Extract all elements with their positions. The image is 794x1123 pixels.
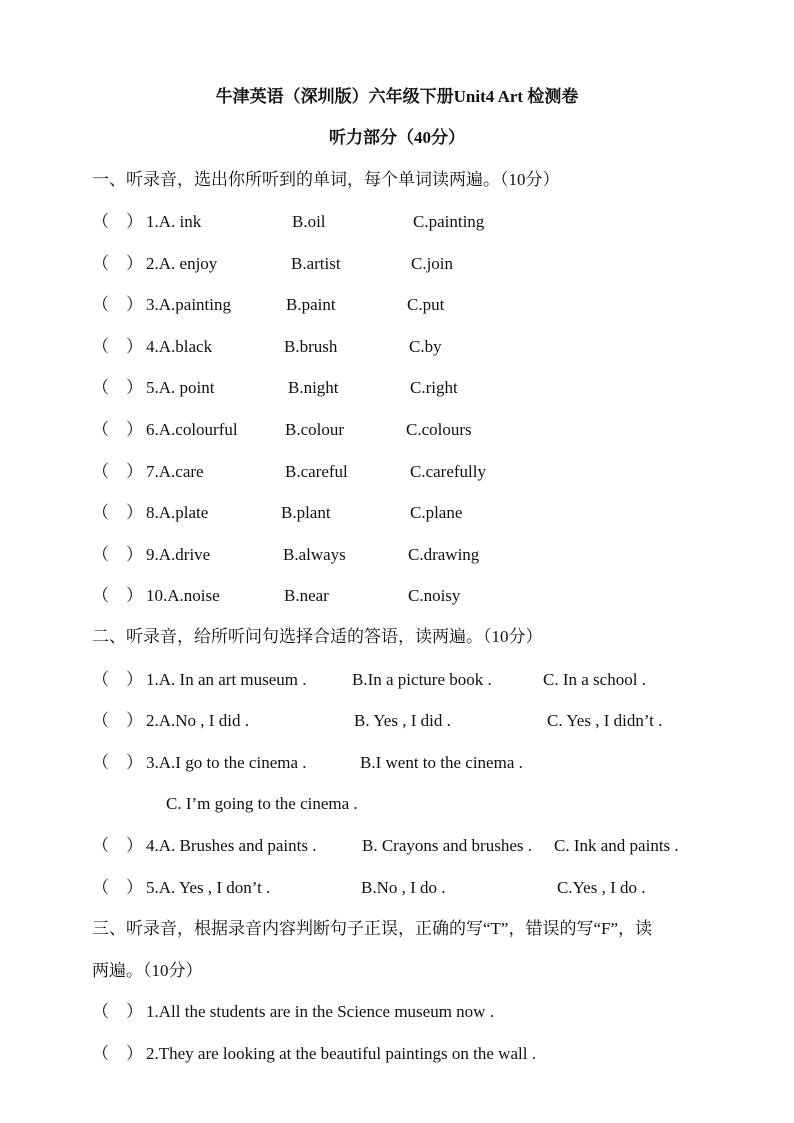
option-b: B.brush — [284, 337, 338, 356]
option-a: 5.A. Yes , I don’t . — [146, 878, 271, 897]
answer-blank[interactable]: （ ） — [92, 753, 143, 772]
option-c: C.noisy — [408, 586, 461, 605]
option-a: 9.A.drive — [146, 545, 211, 564]
question-row — [0, 461, 794, 483]
option-a: 3.A.painting — [146, 295, 231, 314]
option-b: B.oil — [292, 212, 326, 231]
option-b: B.plant — [281, 503, 331, 522]
option-b: B.In a picture book . — [352, 670, 492, 689]
option-c: C.put — [407, 295, 445, 314]
option-c: C.plane — [410, 503, 463, 522]
answer-blank[interactable]: （ ） — [92, 711, 143, 730]
statement-row — [0, 1001, 794, 1023]
option-c: C.Yes , I do . — [557, 878, 646, 897]
option-c: C.right — [410, 378, 458, 397]
answer-blank[interactable]: （ ） — [92, 212, 143, 231]
question-row — [0, 419, 794, 441]
question-row — [0, 211, 794, 233]
question-row — [0, 877, 794, 899]
answer-blank[interactable]: （ ） — [92, 1044, 143, 1063]
answer-blank[interactable]: （ ） — [92, 254, 143, 273]
question-row — [0, 336, 794, 358]
section3-heading-line1: 三、听录音，根据录音内容判断句子正误，正确的写“T”，错误的写“F”，读 — [92, 919, 653, 938]
question-row — [0, 294, 794, 316]
option-c: C.painting — [413, 212, 485, 231]
page-subtitle: 听力部分（40分） — [329, 128, 465, 147]
section2-heading: 二、听录音，给所听问句选择合适的答语，读两遍。（10分） — [92, 627, 543, 646]
option-c: C.colours — [406, 420, 472, 439]
answer-blank[interactable]: （ ） — [92, 836, 143, 855]
option-a: 1.A. ink — [146, 212, 202, 231]
option-b: B.colour — [285, 420, 345, 439]
option-b: B. Yes , I did . — [354, 711, 451, 730]
statement-text: 2.They are looking at the beautiful paintings on the wall . — [146, 1044, 536, 1063]
option-c: C. In a school . — [543, 670, 646, 689]
option-c: C. Ink and paints . — [554, 836, 679, 855]
option-a: 8.A.plate — [146, 503, 209, 522]
question-row — [0, 752, 794, 813]
answer-blank[interactable]: （ ） — [92, 586, 143, 605]
answer-blank[interactable]: （ ） — [92, 503, 143, 522]
option-c: C.join — [411, 254, 454, 273]
option-c: C.by — [409, 337, 442, 356]
option-b: B.paint — [286, 295, 336, 314]
option-a: 4.A.black — [146, 337, 213, 356]
answer-blank[interactable]: （ ） — [92, 420, 143, 439]
question-row — [0, 710, 794, 732]
option-a: 1.A. In an art museum . — [146, 670, 307, 689]
option-a: 5.A. point — [146, 378, 215, 397]
page-title: 牛津英语（深圳版）六年级下册Unit4 Art 检测卷 — [215, 87, 579, 106]
option-b: B.artist — [291, 254, 341, 273]
section1-heading: 一、听录音，选出你所听到的单词，每个单词读两遍。（10分） — [92, 170, 560, 189]
statement-text: 1.All the students are in the Science museum now . — [146, 1002, 494, 1021]
answer-blank[interactable]: （ ） — [92, 878, 143, 897]
option-b: B.No , I do . — [361, 878, 446, 897]
answer-blank[interactable]: （ ） — [92, 545, 143, 564]
option-a: 2.A.No , I did . — [146, 711, 249, 730]
option-a: 4.A. Brushes and paints . — [146, 836, 317, 855]
question-row — [0, 544, 794, 566]
answer-blank[interactable]: （ ） — [92, 378, 143, 397]
statement-row — [0, 1043, 794, 1065]
section3-heading-line2: 两遍。（10分） — [92, 961, 203, 980]
option-a: 3.A.I go to the cinema . — [146, 753, 307, 772]
option-b: B.night — [288, 378, 339, 397]
question-row — [0, 669, 794, 691]
question-row — [0, 585, 794, 607]
option-a: 2.A. enjoy — [146, 254, 218, 273]
option-b: B.I went to the cinema . — [360, 753, 523, 772]
option-c: C. Yes , I didn’t . — [547, 711, 663, 730]
question-row — [0, 253, 794, 275]
question-row — [0, 377, 794, 399]
answer-blank[interactable]: （ ） — [92, 462, 143, 481]
answer-blank[interactable]: （ ） — [92, 1002, 143, 1021]
answer-blank[interactable]: （ ） — [92, 670, 143, 689]
question-row — [0, 835, 794, 857]
option-b: B.always — [283, 545, 346, 564]
option-a: 6.A.colourful — [146, 420, 238, 439]
answer-blank[interactable]: （ ） — [92, 337, 143, 356]
question-row — [0, 502, 794, 524]
option-b: B.near — [284, 586, 329, 605]
option-b: B. Crayons and brushes . — [362, 836, 532, 855]
answer-blank[interactable]: （ ） — [92, 295, 143, 314]
option-c: C. I’m going to the cinema . — [166, 794, 358, 813]
option-b: B.careful — [285, 462, 348, 481]
option-a: 10.A.noise — [146, 586, 220, 605]
option-a: 7.A.care — [146, 462, 204, 481]
option-c: C.carefully — [410, 462, 486, 481]
option-c: C.drawing — [408, 545, 480, 564]
